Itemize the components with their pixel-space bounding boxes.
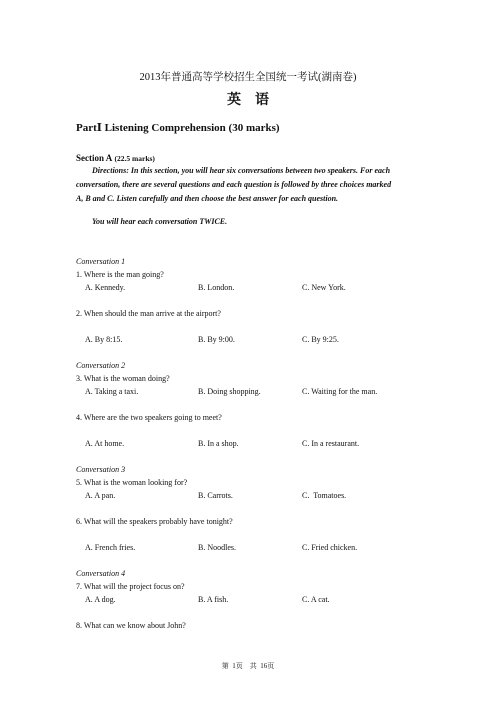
question-text: 7. What will the project focus on?	[76, 582, 185, 591]
choice-c: C. Fried chicken.	[302, 543, 358, 552]
question-text: 3. What is the woman doing?	[76, 374, 170, 383]
conversation-label: Conversation 1	[76, 257, 126, 266]
choice-b: B. London.	[198, 283, 235, 292]
conversation-label: Conversation 4	[76, 569, 126, 578]
choice-a: A. A dog.	[85, 595, 116, 604]
conversation-label: Conversation 3	[76, 465, 126, 474]
conversation-label: Conversation 2	[76, 361, 126, 370]
choice-b: B. Noodles.	[198, 543, 236, 552]
question-text: 2. When should the man arrive at the airport?	[76, 309, 221, 318]
directions-line-2: conversation, there are several questions and each question is followed by three choices marked	[76, 180, 392, 189]
choice-b: B. In a shop.	[198, 439, 239, 448]
question-text: 4. Where are the two speakers going to meet?	[76, 413, 222, 422]
choice-b: B. Carrots.	[198, 491, 233, 500]
choice-a: A. Kennedy.	[85, 283, 126, 292]
part-title: PartⅠ Listening Comprehension (30 marks)	[76, 122, 280, 134]
choice-a: A. By 8:15.	[85, 335, 123, 344]
exam-title: 2013年普通高等学校招生全国统一考试(湖南卷)	[139, 72, 357, 83]
section-marks: (22.5 marks)	[114, 154, 155, 163]
choice-c: C. Tomatoes.	[302, 491, 347, 500]
choice-b: B. By 9:00.	[198, 335, 235, 344]
choice-b: B. Doing shopping.	[198, 387, 261, 396]
question-text: 1. Where is the man going?	[76, 270, 164, 279]
section-a-heading	[76, 153, 155, 164]
section-label: Section A	[76, 153, 113, 163]
page-number: 第 1页 共 16页	[221, 662, 275, 670]
question-text: 8. What can we know about John?	[76, 621, 186, 630]
subject-title: 英 语	[227, 93, 269, 108]
choice-c: C. In a restaurant.	[302, 439, 360, 448]
choice-a: A. A pan.	[85, 491, 116, 500]
choice-c: C. By 9:25.	[302, 335, 339, 344]
directions-line-1: Directions: In this section, you will hear six conversations between two speakers. For each	[92, 166, 391, 175]
directions-line-3: A, B and C. Listen carefully and then choose the best answer for each question.	[76, 194, 339, 203]
choice-c: C. New York.	[302, 283, 346, 292]
choice-c: C. A cat.	[302, 595, 330, 604]
choice-a: A. At home.	[85, 439, 125, 448]
choice-a: A. Taking a taxi.	[85, 387, 139, 396]
twice-note: You will hear each conversation TWICE.	[92, 217, 228, 226]
choice-b: B. A fish.	[198, 595, 229, 604]
choice-a: A. French fries.	[85, 543, 136, 552]
question-text: 5. What is the woman looking for?	[76, 478, 188, 487]
choice-c: C. Waiting for the man.	[302, 387, 378, 396]
question-text: 6. What will the speakers probably have tonight?	[76, 517, 233, 526]
